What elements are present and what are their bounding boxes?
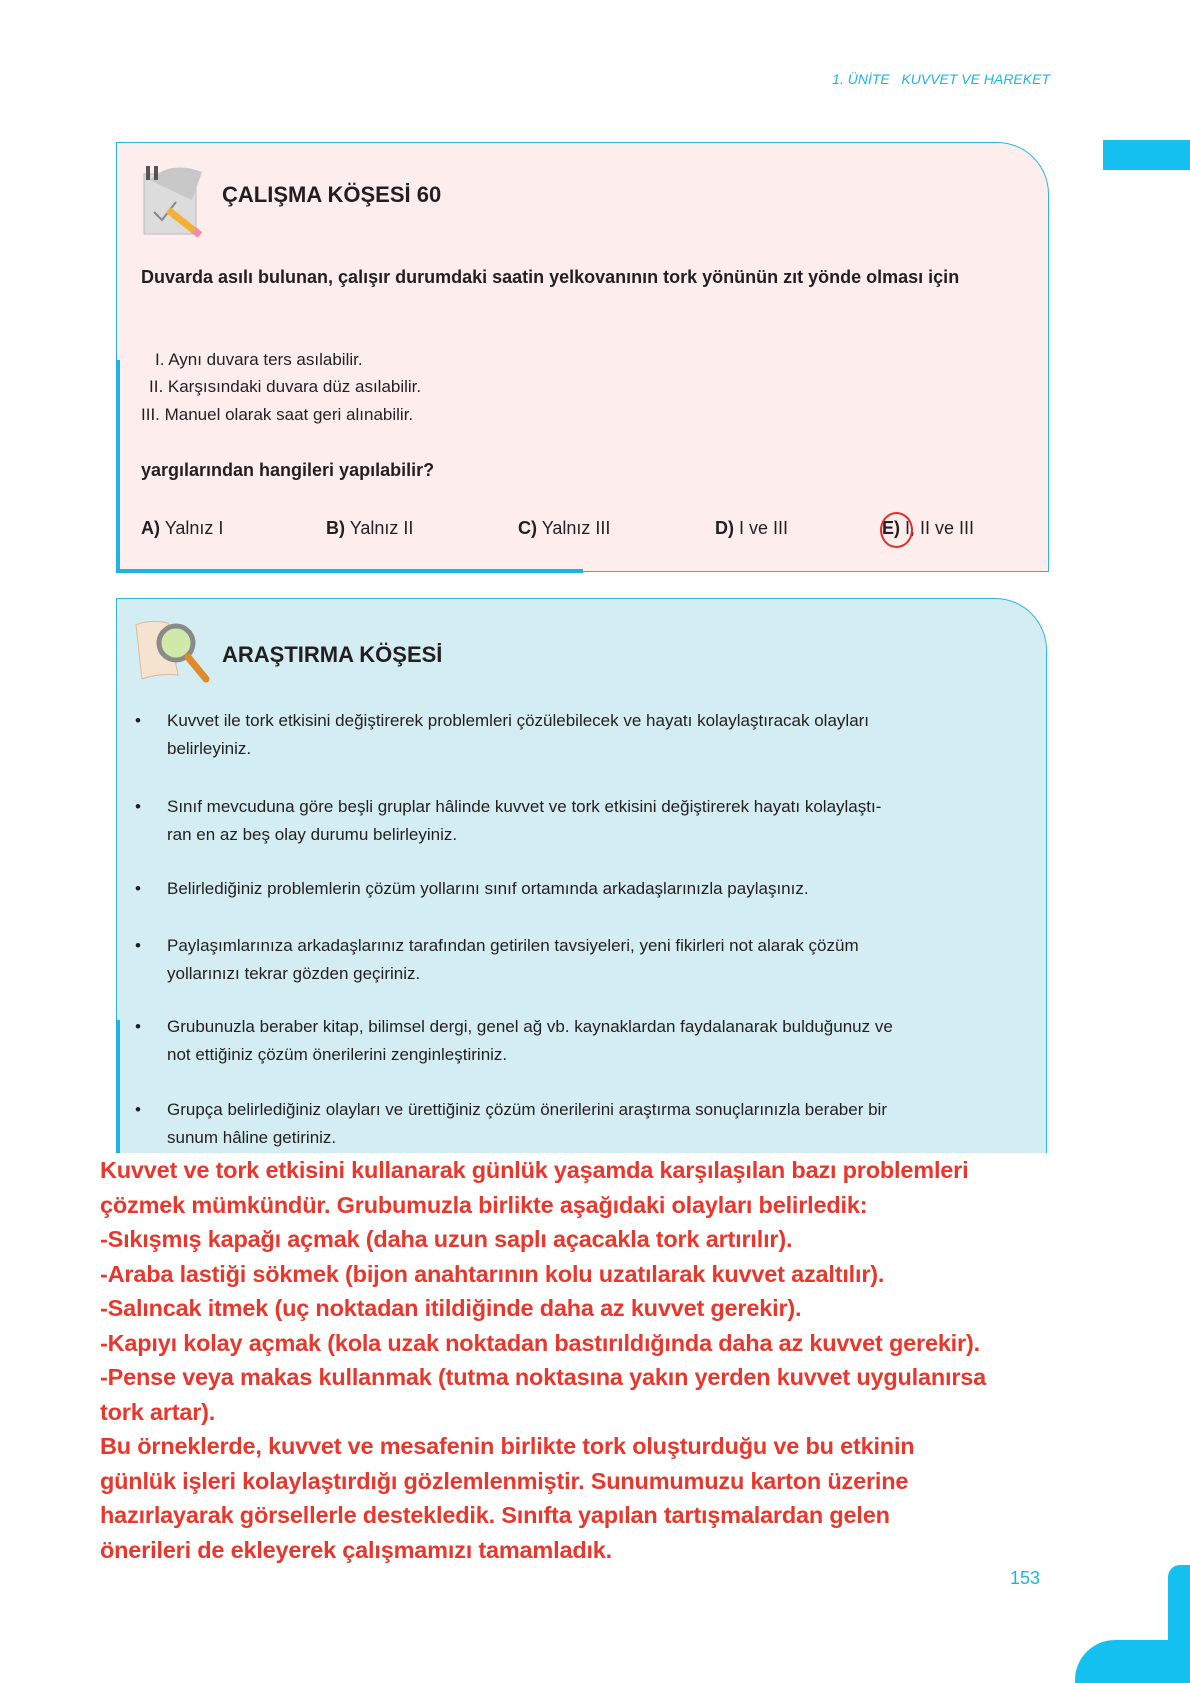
answer-line: günlük işleri kolaylaştırdığı gözlemlenmiştir. Sunumumuzu karton üzerine: [100, 1467, 909, 1494]
list-item: [167, 707, 869, 763]
bullet: •: [135, 879, 141, 898]
answer-line: -Pense veya makas kullanmak (tutma noktasına yakın yerden kuvvet uygulanırsa: [100, 1364, 987, 1390]
answer-line: önerileri de ekleyerek çalışmamızı tamamladık.: [100, 1536, 612, 1563]
option-text: Yalnız II: [349, 518, 414, 538]
answer-line: -Salıncak itmek (uç noktadan itildiğinde daha az kuvvet gerekir).: [100, 1295, 802, 1321]
list-item: [167, 875, 809, 903]
question-prompt: yargılarından hangileri yapılabilir?: [141, 460, 435, 480]
option-key: A): [141, 518, 160, 538]
line: not ettiğiniz çözüm önerilerini zenginleştiriniz.: [167, 1045, 508, 1064]
line: yollarınızı tekrar gözden geçiriniz.: [167, 964, 421, 983]
line: Paylaşımlarınıza arkadaşlarınız tarafından getirilen tavsiyeleri, yeni fikirleri not alarak çözüm: [167, 936, 859, 955]
list-item: [167, 1096, 887, 1152]
line: Sınıf mevcuduna göre beşli gruplar hâlinde kuvvet ve tork etkisini değiştirerek hayatı kolaylaştı-: [167, 797, 882, 816]
bullet: •: [135, 711, 141, 730]
accent-bar: [116, 1020, 120, 1160]
corner-decoration: [1075, 1640, 1190, 1683]
option-c[interactable]: [518, 518, 610, 539]
line: Belirlediğiniz problemlerin çözüm yollarını sınıf ortamında arkadaşlarınızla paylaşınız.: [167, 879, 809, 898]
accent-bar: [116, 569, 583, 573]
answer-overlay: [100, 1153, 1112, 1567]
bullet: •: [135, 797, 141, 816]
list-item: [167, 1013, 893, 1069]
option-d[interactable]: [715, 518, 788, 539]
bullet: •: [135, 1100, 141, 1119]
scroll-magnifier-icon: [128, 615, 213, 690]
option-key: E): [882, 518, 900, 538]
answer-circle-mark: [880, 512, 913, 548]
statement: II. Karşısındaki duvara düz asılabilir.: [149, 377, 422, 396]
answer-line: Bu örneklerde, kuvvet ve mesafenin birlikte tork oluşturduğu ve bu etkinin: [100, 1433, 915, 1459]
line: belirleyiniz.: [167, 739, 252, 758]
calisma-title: ÇALIŞMA KÖŞESİ 60: [222, 182, 442, 207]
option-text: Yalnız III: [541, 518, 611, 538]
statement: III. Manuel olarak saat geri alınabilir.: [141, 405, 414, 424]
option-b[interactable]: [326, 518, 413, 539]
answer-line: -Araba lastiği sökmek (bijon anahtarının kolu uzatılarak kuvvet azaltılır).: [100, 1260, 885, 1287]
answer-line: tork artar).: [100, 1398, 216, 1425]
option-text: I, II ve III: [905, 518, 975, 538]
notepad-pencil-icon: [140, 160, 210, 238]
answer-line: çözmek mümkündür. Grubumuzla birlikte aşağıdaki olayları belirledik:: [100, 1191, 868, 1218]
list-item: [167, 793, 881, 849]
bullet: •: [135, 1017, 141, 1036]
line: sunum hâline getiriniz.: [167, 1128, 337, 1147]
answer-line: -Sıkışmış kapağı açmak (daha uzun saplı açacakla tork artırılır).: [100, 1226, 793, 1252]
option-a[interactable]: [141, 518, 223, 539]
answer-line: -Kapıyı kolay açmak (kola uzak noktadan bastırıldığında daha az kuvvet gerekir).: [100, 1329, 980, 1356]
unit-title: KUVVET VE HAREKET: [901, 71, 1050, 87]
accent-bar: [116, 360, 120, 572]
option-key: C): [518, 518, 537, 538]
line: Grupça belirlediğiniz olayları ve ürettiğiniz çözüm önerilerini araştırma sonuçlarınızla beraber bir: [167, 1100, 887, 1119]
answer-line: hazırlayarak görsellerle destekledik. Sınıfta yapılan tartışmalardan gelen: [100, 1502, 890, 1528]
option-text: Yalnız I: [164, 518, 224, 538]
page-number: 153: [1010, 1568, 1041, 1588]
edge-tab: [1103, 140, 1190, 170]
running-header: [832, 71, 1050, 87]
unit-label: 1. ÜNİTE: [832, 71, 890, 87]
line: ran en az beş olay durumu belirleyiniz.: [167, 825, 458, 844]
line: Kuvvet ile tork etkisini değiştirerek problemleri çözülebilecek ve hayatı kolaylaştıracak olayları: [167, 711, 870, 730]
arastirma-title: ARAŞTIRMA KÖŞESİ: [222, 642, 443, 667]
option-text: I ve III: [739, 518, 789, 538]
bullet: •: [135, 936, 141, 955]
option-key: D): [715, 518, 734, 538]
option-key: B): [326, 518, 345, 538]
list-item: [167, 932, 859, 988]
question-text: Duvarda asılı bulunan, çalışır durumdaki saatin yelkovanının tork yönünün zıt yönde olması için: [141, 267, 960, 287]
line: Grubunuzla beraber kitap, bilimsel dergi, genel ağ vb. kaynaklardan faydalanarak bulduğunuz ve: [167, 1017, 893, 1036]
answer-line: Kuvvet ve tork etkisini kullanarak günlük yaşamda karşılaşılan bazı problemleri: [100, 1157, 969, 1183]
statement: I. Aynı duvara ters asılabilir.: [155, 350, 363, 369]
